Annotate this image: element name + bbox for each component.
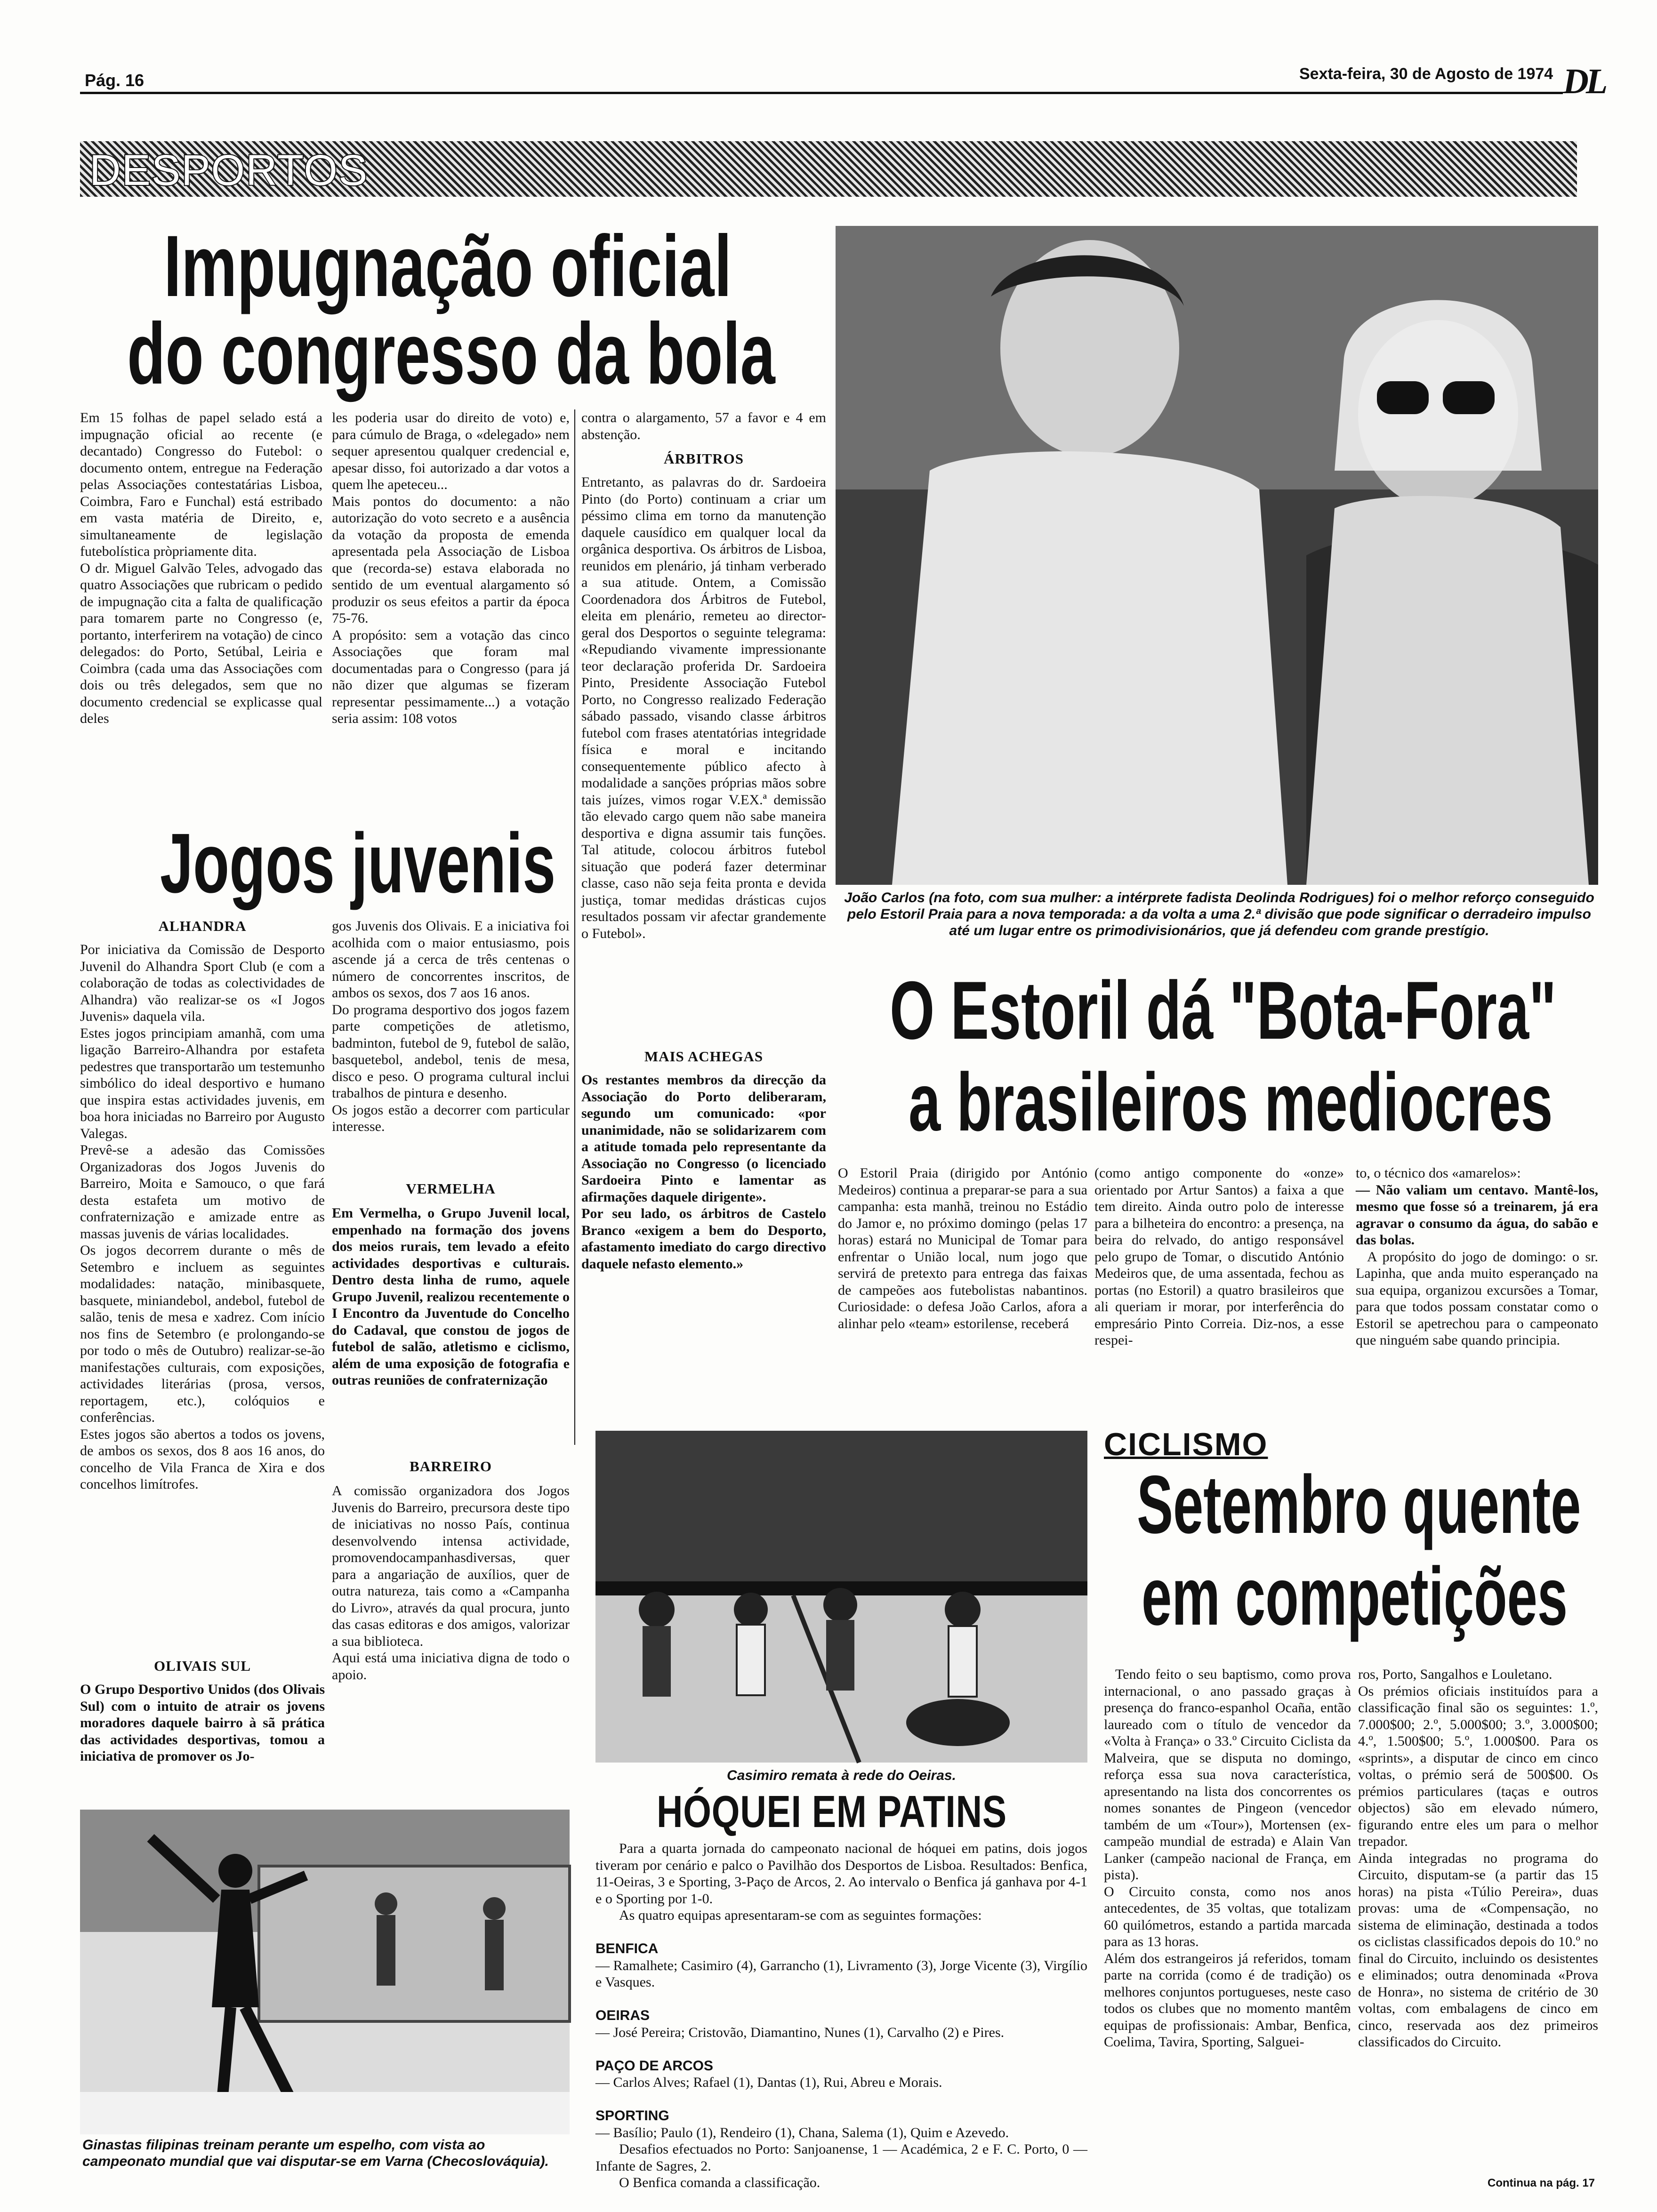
article1-column-1: Em 15 folhas de papel selado está a impugnação oficial ao recente (e decantado) Congresso do Futebol: o documento ontem, entregue na Federação pelas Associações contestatárias Lisboa, Coimbra, Faro e Funchal) está estribado em vasta matéria de Direito, e, simultaneamente de legislação futebolística pròpriamente dita. O dr. Miguel Galvão Teles, advogado das quatro Associações que rubricam o pedido de impugnação cita a falta de qualificação para tomarem parte no Congresso (e, portanto, interferirem na votação) de cinco delegados: do Porto, Setúbal, Leiria e Coimbra (cada uma das Associações com dois ou três delegados, sem que no documento credencial se explicasse qual deles <box>80 410 322 726</box>
masthead-logo: DL <box>1563 62 1605 101</box>
olivais-sul-body: O Grupo Desportivo Unidos (dos Olivais Sul) com o intuito de atrair os jovens moradores daquele bairro à sã prática das actividades desportivas, tomou a iniciativa de promover os Jo- <box>80 1682 325 1764</box>
jogos-column-1 <box>80 918 325 1799</box>
section-label-ciclismo: CICLISMO <box>1104 1427 1268 1462</box>
team-oeiras <box>595 1991 1087 2041</box>
article1-arbitros-body: Entretanto, as palavras do dr. Sardoeira Pinto (do Porto) continuam a criar um péssimo clima em torno da manutenção daquele causídico em qualquer local da orgânica desportiva. Os árbitros de Lisboa, reunidos em plenário, já tinham verberado a sua atitude. Ontem, a Comissão Coordenadora dos Árbitros de Futebol, eleita em plenário, remeteu ao director-geral dos Desportos o seguinte telegrama: «Repudiando vivamente impressionante teor declaração proferida Dr. Sardoeira Pinto, Presidente Associação Futebol Porto, no Congresso realizado Federação sábado passado, visando classe árbitros futebol com frases atentatórias integridade física e moral e incitando consequentemente público afecto à modalidade a sanções próprias mãos sobre tais juízes, vimos rogar V.EX.ª demissão tão elevado cargo quem não sabe maneira desportiva e digna assumir tais funções. Tal atitude, colocou árbitros futebol situação que poderá fazer determinar classe, caso não seja feita pronta e devida justiça, tomar medidas drásticas cujos resultados possam vir afectar grandemente o Futebol». <box>581 474 826 941</box>
ciclismo-column-1: Tendo feito o seu baptismo, como prova internacional, o ano passado graças à presença do franco-espanhol Ocaña, então laureado com o título de vencedor da «Volta à França» o 33.º Circuito Ciclista da Malveira, que se disputa no domingo, reforça essa sua nova característica, apresentando na lista dos concorrentes os nomes sonantes de Pingeon (vencedor também de um «Tour»), Mortensen (ex-campeão mundial de estrada) e Alain Van Lanker (campeão nacional de França, em pista). O Circuito consta, como nos anos antecedentes, de 35 voltas, que totalizam 60 quilómetros, estando a partida marcada para as 13 horas. Além dos estrangeiros já referidos, tomam parte na corrida (como é de tradição) os melhores conjuntos portugueses, neste caso todos os clubes que no momento mantêm equipas de profissionais: Ambar, Benfica, Coelima, Tavira, Sporting, Salguei- <box>1104 1667 1351 2050</box>
subhead-arbitros: ÁRBITROS <box>664 450 744 467</box>
team-name: BENFICA <box>595 1941 659 1956</box>
hoquei-para2: As quatro equipas apresentaram-se com as seguintes formações: <box>619 1907 982 1923</box>
photo-gymnasts-caption: Ginastas filipinas treinam perante um espelho, com vista ao campeonato mundial que vai disputar-se em Varna (Checoslováquia). <box>82 2137 549 2169</box>
team-benfica <box>595 1924 1087 1991</box>
article1-column-3 <box>581 409 826 1272</box>
continua-note: Continua na pág. 17 <box>1488 2177 1595 2189</box>
barreiro-body: A comissão organizadora dos Jogos Juvenis do Barreiro, precursora deste tipo de iniciativas no nosso País, continua desenvolvendo intensa actividade, promovendocampanhasdiversas, quer para a angariação de auxílios, quer de outra natureza, tais como a «Campanha do Livro», através da qual procura, junto das casas editoras e dos amigos, valorizar a sua biblioteca. Aqui está uma iniciativa digna de todo o apoio. <box>332 1483 570 1683</box>
photo-main-caption: João Carlos (na foto, com sua mulher: a intérprete fadista Deolinda Rodrigues) foi o melhor reforço conseguido pelo Estoril Praia para a nova temporada: a da volta a uma 2.ª divisão que pode significar o derradeiro impulso até um lugar entre os primodivisionários, que já defendeu com grande prestígio. <box>844 890 1594 938</box>
team-name: OEIRAS <box>595 2008 650 2023</box>
section-banner-label: DESPORTOS <box>89 146 369 194</box>
column-rule-1 <box>574 409 575 1445</box>
headline-estoril-1: O Estoril dá "Bota-Fora" <box>890 965 1557 1057</box>
gymnasts-illustration <box>80 1810 570 2134</box>
article1-col3-intro: contra o alargamento, 57 a favor e 4 em abstenção. <box>581 410 826 442</box>
subhead-vermelha: VERMELHA <box>406 1180 496 1197</box>
subhead-mais-achegas: MAIS ACHEGAS <box>644 1048 764 1065</box>
team-paco-de-arcos <box>595 2041 1087 2091</box>
header-rule <box>80 92 1563 94</box>
subhead-olivais-sul: OLIVAIS SUL <box>154 1658 251 1674</box>
article1-column-2: les poderia usar do direito de voto) e, para cúmulo de Braga, o «delegado» nem sequer apresentou qualquer credencial e, apesar disso, foi autorizado a dar votos a quem lhe apeteceu... Mais pontos do documento: a não autorização do voto secreto e a ausência da votação da proposta de emenda apresentada pela Associação de Lisboa que (recorda-se) estava elaborada no sentido de um eventual alargamento só produzir os seus efeitos a partir da época 75-76. A propósito: sem a votação das cinco Associações que foram mal documentadas para o Congresso (para já não dizer que algumas se fizeram representar pessimamente...) a votação seria assim: 108 votos <box>332 410 570 726</box>
team-players: — Basílio; Paulo (1), Rendeiro (1), Chana, Salema (1), Quim e Azevedo. <box>595 2124 1009 2140</box>
issue-date: Sexta-feira, 30 de Agosto de 1974 <box>1299 65 1553 83</box>
estoril-column-3 <box>1356 1165 1598 1349</box>
estoril-column-1: O Estoril Praia (dirigido por António Medeiros) continua a preparar-se para a sua campanha: esta manhã, treinou no Estádio do Jamor e, no próximo domingo (pelas 17 horas) estará no Municipal de Tomar para enfrentar o União local, num jogo que servirá de pretexto para entrega das faixas de campeões aos futebolistas nabantinos. Curiosidade: o defesa João Carlos, afora a alinhar pelo «team» estorilense, receberá <box>838 1165 1087 1331</box>
jogos-column-2 <box>332 918 570 1727</box>
headline-impugnacao-1: Impugnação oficial <box>164 218 732 315</box>
headline-impugnacao-2: do congresso da bola <box>127 305 775 402</box>
hockey-illustration <box>595 1431 1087 1763</box>
team-name: SPORTING <box>595 2108 669 2124</box>
photo-gymnasts <box>80 1810 570 2134</box>
hoquei-para4: O Benfica comanda a classificação. <box>619 2175 820 2190</box>
estoril-col3-intro: to, o técnico dos «amarelos»: <box>1356 1165 1521 1181</box>
hoquei-body <box>595 1840 1087 2191</box>
subhead-alhandra: ALHANDRA <box>158 918 247 934</box>
headline-setembro-1: Setembro quente <box>1137 1459 1581 1551</box>
estoril-quote: — Não valiam um centavo. Mantê-los, mesmo que fosse só a treinarem, já era agravar o consumo da água, do sabão e das bolas. <box>1356 1182 1598 1248</box>
team-players: — Carlos Alves; Rafael (1), Dantas (1), Rui, Abreu e Morais. <box>595 2075 942 2090</box>
photo-hockey-caption: Casimiro remata à rede do Oeiras. <box>727 1768 956 1783</box>
photo-joao-carlos <box>836 226 1598 885</box>
team-sporting <box>595 2091 1087 2141</box>
estoril-column-2: (como antigo componente do «onze» orientado por Artur Santos) a faixa a que tem direito. Ainda outro polo de interesse para a bilheteira do encontro: a presença, na beira do relvado, do antigo responsável pelo grupo de Tomar, o discutido António Medeiros que, de uma assentada, fechou as portas (no Estoril) a quatro brasileiros que ali queriam ir morar, por interferência do empresário Pinto Correia. Diz-nos, a esse respei- <box>1094 1165 1344 1348</box>
headline-hoquei: HÓQUEI EM PATINS <box>657 1787 1007 1837</box>
photo-illustration <box>836 226 1598 885</box>
estoril-col3-body: A propósito do jogo de domingo: o sr. Lapinha, que anda muito esperançado na sua equipa, organizou excursões a Tomar, para que todos possam constatar como o Estoril se apetrechou para o campeonato que ninguém sabe quando principia. <box>1356 1249 1598 1348</box>
page-number: Pág. 16 <box>85 71 145 90</box>
team-players: — Ramalhete; Casimiro (4), Garrancho (1), Livramento (3), Jorge Vicente (3), Virgílio e Vasques. <box>595 1957 1087 1990</box>
subhead-barreiro: BARREIRO <box>409 1458 492 1475</box>
ciclismo-column-2: ros, Porto, Sangalhos e Louletano. Os prémios oficiais instituídos para a classificação final são os seguintes: 1.º, 7.000$00; 2.º, 5.000$00; 3.º, 3.000$00; 4.º, 1.500$00; 5.º, 1.000$00. Para os «sprints», a disputar de cinco em cinco voltas, o prémio será de 500$00. Os prémios particulares (taças e outros objectos) são em elevado número, figurando entre eles um para o melhor trepador. Ainda integradas no programa do Circuito, disputam-se (a partir das 15 horas) na pista «Túlio Pereira», duas provas: uma de «Compensação, no sistema de eliminação, destinada a todos os ciclistas classificados depois do 10.º no final do Circuito, incluindo os desistentes e eliminados; outra denominada «Prova de Honra», no sistema de critério de 30 voltas, com embalagens de cinco em cinco, reservada aos dez primeiros classificados do Circuito. <box>1358 1667 1598 2050</box>
hoquei-para1: Para a quarta jornada do campeonato nacional de hóquei em patins, dois jogos tiveram por cenário e palco o Pavilhão dos Desportos de Lisboa. Resultados: Benfica, 11-Oeiras, 3 e Sporting, 3-Paço de Arcos, 2. Ao intervalo o Benfica já ganhava por 4-1 e o Sporting por 1-0. <box>595 1841 1087 1907</box>
olivais-continued-body: gos Juvenis dos Olivais. E a iniciativa foi acolhida com o maior entusiasmo, pois ascende já a cerca de três centenas o número de concorrentes inscritos, de ambos os sexos, dos 7 aos 16 anos. Do programa desportivo dos jogos fazem parte competições de atletismo, badminton, futebol de 9, futebol de salão, basquetebol, andebol, tenis de mesa, disco e peso. O programa cultural inclui trabalhos de pintura e desenho. Os jogos estão a decorrer com particular interesse. <box>332 918 570 1134</box>
article1-mais-achegas-body: Os restantes membros da direcção da Associação do Porto deliberaram, segundo um comunicado: «por unanimidade, não se solidarizarem com a atitude tomada pelo representante da Associação no Congresso (o licenciado Sardoeira Pinto e lamentar as afirmações daquele dirigente». Por seu lado, os árbitros de Castelo Branco «exigem a bem do Desporto, afastamento imediato do cargo directivo daquele nefasto elemento.» <box>581 1072 826 1272</box>
section-banner <box>80 141 1577 197</box>
photo-hockey <box>595 1431 1087 1763</box>
team-players: — José Pereira; Cristovão, Diamantino, Nunes (1), Carvalho (2) e Pires. <box>595 2024 1005 2040</box>
alhandra-body: Por iniciativa da Comissão de Desporto Juvenil do Alhandra Sport Club (e com a colaboração de todas as colectividades de Alhandra) vão realizar-se os «I Jogos Juvenis» daquela vila. Estes jogos principiam amanhã, com uma ligação Barreiro-Alhandra por estafeta pedestres que transportarão um testemunho simbólico do ideal desportivo e humano que inspira estas actividades juvenis, em boa hora iniciadas no Barreiro por Augusto Valegas. Prevê-se a adesão das Comissões Organizadoras dos Jogos Juvenis do Barreiro, Moita e Samouco, o que fará desta estafeta um motivo de confraternização e amizade entre as massas juvenis de várias localidades. Os jogos decorrem durante o mês de Setembro e incluem as seguintes modalidades: natação, minibasquete, basquete, miniandebol, andebol, futebol de salão, tenis de mesa e xadrez. Com início nos fins de Setembro (e prolongando-se por todo o mês de Outubro) realizar-se-ão manifestações culturais, com exposições, actividades literárias (prosa, versos, reportagem, etc.), colóquios e conferências. Estes jogos são abertos a todos os jovens, de ambos os sexos, dos 8 aos 16 anos, do concelho de Vila Franca de Xira e dos concelhos limítrofes. <box>80 942 325 1492</box>
headline-setembro-2: em competições <box>1142 1551 1568 1643</box>
hoquei-para3: Desafios efectuados no Porto: Sanjoanense, 1 — Académica, 2 e F. C. Porto, 0 — Infante de Sagres, 2. <box>595 2141 1087 2174</box>
headline-estoril-2: a brasileiros mediocres <box>909 1057 1553 1148</box>
vermelha-body: Em Vermelha, o Grupo Juvenil local, empenhado na formação dos jovens dos meios rurais, tem levado a efeito actividades desportivas e culturais. Dentro desta linha de rumo, aquele Grupo Juvenil, realizou recentemente o I Encontro da Juventude do Concelho do Cadaval, que constou de jogos de futebol de salão, atletismo e ciclismo, além de uma exposição de fotografia e outras reuniões de confraternização <box>332 1205 570 1388</box>
headline-jogos-juvenis: Jogos juvenis <box>160 816 556 911</box>
team-name: PAÇO DE ARCOS <box>595 2058 714 2074</box>
